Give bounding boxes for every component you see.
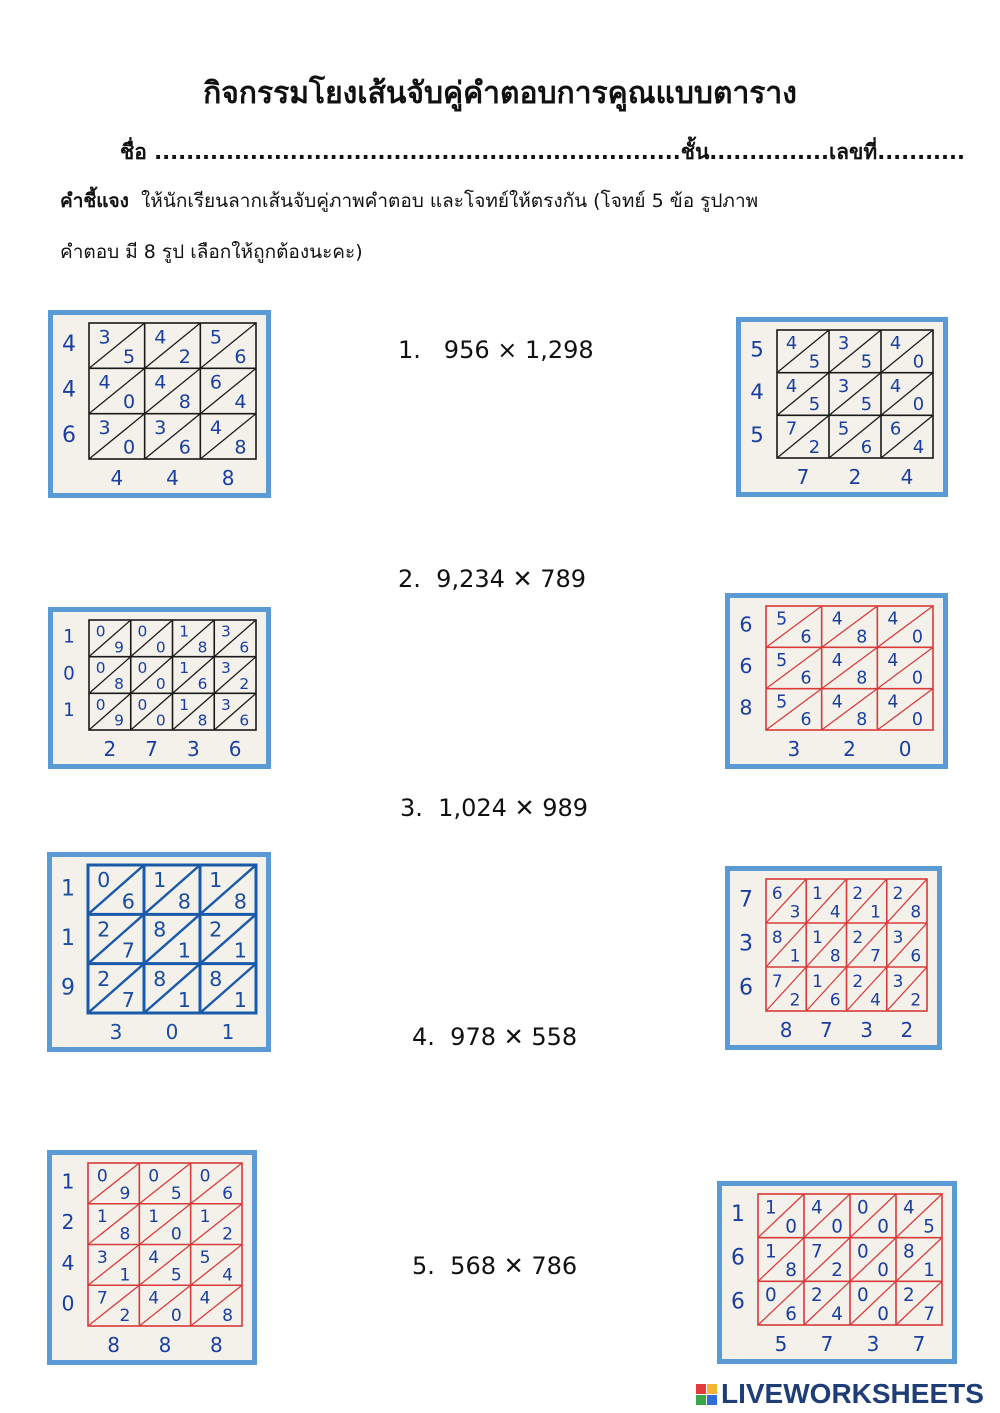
cell-ones-digit: 0 <box>155 674 166 693</box>
cell-ones-digit: 7 <box>870 945 881 966</box>
problem-number: 1. <box>398 336 421 364</box>
bottom-result-digit: 3 <box>187 737 200 761</box>
cell-ones-digit: 0 <box>155 711 166 730</box>
cell-tens-digit: 3 <box>837 375 850 397</box>
cell-ones-digit: 5 <box>860 351 873 373</box>
cell-tens-digit: 1 <box>812 882 823 903</box>
cell-ones-digit: 1 <box>233 988 247 1013</box>
cell-ones-digit: 6 <box>829 989 841 1010</box>
bottom-result-digit: 2 <box>848 465 862 489</box>
cell-tens-digit: 1 <box>179 659 190 678</box>
cell-ones-digit: 2 <box>789 989 801 1010</box>
cell-tens-digit: 1 <box>96 1207 108 1228</box>
problem-number: 5. <box>412 1252 435 1280</box>
cell-tens-digit: 8 <box>209 966 223 991</box>
left-result-digit: 2 <box>61 1210 75 1235</box>
cell-ones-digit: 1 <box>789 945 801 966</box>
cell-ones-digit: 5 <box>860 394 873 416</box>
cell-tens-digit: 4 <box>154 326 167 349</box>
bottom-result-digit: 4 <box>110 466 124 490</box>
cell-ones-digit: 2 <box>178 345 191 368</box>
cell-tens-digit: 0 <box>97 868 111 893</box>
cell-tens-digit: 0 <box>137 695 148 714</box>
cell-tens-digit: 2 <box>852 882 864 903</box>
bottom-result-digit: 8 <box>107 1333 121 1357</box>
cell-ones-digit: 8 <box>177 889 191 914</box>
cell-tens-digit: 2 <box>852 970 864 991</box>
cell-ones-digit: 6 <box>239 711 250 730</box>
bottom-result-digit: 4 <box>900 465 914 489</box>
cell-ones-digit: 6 <box>800 710 812 731</box>
cell-ones-digit: 8 <box>856 668 868 689</box>
cell-tens-digit: 2 <box>811 1284 823 1306</box>
cell-tens-digit: 8 <box>771 926 783 947</box>
cell-ones-digit: 5 <box>170 1183 182 1204</box>
cell-tens-digit: 4 <box>887 609 899 630</box>
cell-tens-digit: 0 <box>148 1166 160 1187</box>
problem-5[interactable] <box>412 1252 577 1280</box>
answer-card-right-4[interactable] <box>717 1181 957 1364</box>
bottom-result-digit: 7 <box>796 465 810 489</box>
left-result-digit: 6 <box>731 1289 745 1315</box>
cell-tens-digit: 5 <box>837 418 850 440</box>
cell-tens-digit: 6 <box>889 418 902 440</box>
answer-card-left-1[interactable] <box>48 310 271 498</box>
left-result-digit: 9 <box>61 975 75 1001</box>
bottom-result-digit: 4 <box>166 466 179 490</box>
cell-tens-digit: 0 <box>95 622 106 641</box>
cell-tens-digit: 0 <box>95 695 106 714</box>
cell-tens-digit: 2 <box>97 966 111 991</box>
cell-tens-digit: 4 <box>811 1197 823 1219</box>
cell-tens-digit: 1 <box>812 970 823 991</box>
cell-ones-digit: 0 <box>877 1260 889 1282</box>
cell-tens-digit: 4 <box>831 650 843 671</box>
cell-ones-digit: 5 <box>808 351 821 373</box>
cell-tens-digit: 7 <box>785 418 798 440</box>
cell-tens-digit: 1 <box>199 1207 211 1228</box>
left-result-digit: 4 <box>750 380 764 406</box>
cell-tens-digit: 5 <box>199 1247 211 1268</box>
instructions-label: คำชี้แจง <box>60 190 129 212</box>
cell-tens-digit: 7 <box>96 1288 108 1309</box>
left-result-digit: 6 <box>731 1245 745 1271</box>
cell-ones-digit: 0 <box>170 1224 182 1245</box>
cell-ones-digit: 3 <box>789 901 801 922</box>
cell-tens-digit: 2 <box>852 926 864 947</box>
cell-ones-digit: 9 <box>114 711 124 730</box>
cell-ones-digit: 0 <box>170 1306 182 1327</box>
bottom-result-digit: 0 <box>165 1020 179 1044</box>
cell-tens-digit: 1 <box>179 622 190 641</box>
cell-ones-digit: 2 <box>831 1260 843 1282</box>
cell-tens-digit: 0 <box>96 1166 108 1187</box>
cell-ones-digit: 0 <box>911 710 923 731</box>
cell-ones-digit: 4 <box>870 989 881 1010</box>
cell-tens-digit: 3 <box>892 970 904 991</box>
cell-ones-digit: 0 <box>831 1216 843 1238</box>
left-result-digit: 1 <box>61 925 75 951</box>
logo-squares-icon <box>696 1384 717 1405</box>
cell-tens-digit: 4 <box>903 1197 915 1219</box>
cell-ones-digit: 0 <box>911 627 923 648</box>
cell-tens-digit: 4 <box>831 609 843 630</box>
cell-tens-digit: 3 <box>221 622 231 641</box>
cell-ones-digit: 4 <box>234 391 247 414</box>
cell-ones-digit: 8 <box>856 710 868 731</box>
cell-ones-digit: 8 <box>178 391 191 414</box>
left-result-digit: 5 <box>750 337 764 363</box>
cell-ones-digit: 2 <box>910 989 922 1010</box>
cell-ones-digit: 5 <box>123 345 136 368</box>
problem-number: 4. <box>412 1023 435 1051</box>
cell-tens-digit: 7 <box>811 1241 823 1263</box>
cell-ones-digit: 1 <box>923 1260 935 1282</box>
cell-tens-digit: 5 <box>776 650 788 671</box>
bottom-result-digit: 7 <box>820 1018 833 1042</box>
bottom-result-digit: 0 <box>898 737 912 761</box>
cell-tens-digit: 0 <box>857 1197 869 1219</box>
cell-ones-digit: 8 <box>234 436 247 459</box>
cell-tens-digit: 2 <box>209 917 223 942</box>
cell-tens-digit: 4 <box>98 371 111 394</box>
cell-tens-digit: 5 <box>776 692 788 713</box>
bottom-result-digit: 2 <box>900 1018 914 1042</box>
left-result-digit: 8 <box>739 695 753 720</box>
left-result-digit: 3 <box>739 931 753 957</box>
bottom-result-digit: 7 <box>145 737 158 761</box>
cell-tens-digit: 5 <box>209 326 222 349</box>
cell-ones-digit: 6 <box>234 345 247 368</box>
cell-ones-digit: 5 <box>170 1265 182 1286</box>
left-result-digit: 0 <box>63 663 75 685</box>
cell-tens-digit: 1 <box>812 926 823 947</box>
cell-tens-digit: 3 <box>837 333 850 355</box>
bottom-result-digit: 8 <box>221 466 235 490</box>
cell-ones-digit: 0 <box>785 1216 797 1238</box>
cell-tens-digit: 0 <box>765 1284 777 1306</box>
cell-tens-digit: 2 <box>892 882 904 903</box>
cell-ones-digit: 4 <box>222 1265 234 1286</box>
bottom-result-digit: 3 <box>109 1020 123 1044</box>
cell-tens-digit: 1 <box>179 695 190 714</box>
cell-ones-digit: 4 <box>831 1303 843 1325</box>
left-result-digit: 6 <box>739 653 753 678</box>
lattice-grid <box>53 315 266 493</box>
cell-tens-digit: 8 <box>153 966 167 991</box>
cell-ones-digit: 0 <box>123 436 136 459</box>
left-result-digit: 0 <box>61 1291 75 1316</box>
cell-tens-digit: 8 <box>153 917 167 942</box>
problem-expression: 568 ✕ 786 <box>450 1252 578 1280</box>
liveworksheets-logo <box>696 1376 984 1412</box>
cell-ones-digit: 8 <box>856 627 868 648</box>
cell-ones-digit: 8 <box>233 889 247 914</box>
answer-card-left-2[interactable] <box>48 607 271 769</box>
answer-card-left-4[interactable] <box>47 1150 257 1365</box>
cell-ones-digit: 2 <box>239 674 250 693</box>
left-result-digit: 4 <box>62 332 76 358</box>
bottom-result-digit: 7 <box>912 1332 926 1356</box>
student-info-line: ชื่อ ..................................................................ชั้น...............เลขที่........... <box>120 140 965 164</box>
lattice-grid <box>53 612 266 764</box>
problem-number: 2. <box>398 565 421 593</box>
cell-ones-digit: 6 <box>860 436 873 458</box>
cell-ones-digit: 2 <box>222 1224 234 1245</box>
cell-ones-digit: 6 <box>121 889 135 914</box>
bottom-result-digit: 1 <box>221 1020 235 1044</box>
cell-tens-digit: 3 <box>154 417 167 440</box>
cell-ones-digit: 6 <box>197 674 208 693</box>
cell-tens-digit: 4 <box>154 371 167 394</box>
cell-ones-digit: 7 <box>121 938 135 963</box>
cell-ones-digit: 0 <box>877 1303 889 1325</box>
bottom-result-digit: 7 <box>820 1332 834 1356</box>
cell-ones-digit: 0 <box>123 391 136 414</box>
cell-ones-digit: 8 <box>114 674 124 693</box>
cell-tens-digit: 1 <box>765 1241 777 1263</box>
lattice-grid <box>730 598 943 764</box>
answer-card-left-3[interactable] <box>47 852 271 1052</box>
cell-tens-digit: 3 <box>221 695 231 714</box>
cell-ones-digit: 6 <box>910 945 922 966</box>
cell-tens-digit: 0 <box>857 1284 869 1306</box>
left-result-digit: 6 <box>62 422 76 448</box>
cell-tens-digit: 2 <box>97 917 111 942</box>
cell-ones-digit: 6 <box>785 1303 797 1325</box>
cell-ones-digit: 1 <box>119 1265 131 1286</box>
bottom-result-digit: 8 <box>209 1333 223 1357</box>
cell-tens-digit: 3 <box>98 417 111 440</box>
left-result-digit: 6 <box>739 612 753 637</box>
cell-tens-digit: 3 <box>892 926 904 947</box>
answer-card-right-3[interactable] <box>725 866 942 1050</box>
cell-ones-digit: 4 <box>912 436 925 458</box>
cell-tens-digit: 4 <box>209 417 222 440</box>
left-result-digit: 4 <box>62 377 76 403</box>
problem-expression: 1,024 ✕ 989 <box>438 794 589 822</box>
cell-tens-digit: 4 <box>831 692 843 713</box>
cell-tens-digit: 4 <box>887 692 899 713</box>
lattice-grid <box>722 1186 952 1359</box>
instructions-text-2: คำตอบ มี 8 รูป เลือกให้ถูกต้องนะคะ) <box>60 241 363 263</box>
cell-tens-digit: 3 <box>96 1247 108 1268</box>
cell-tens-digit: 4 <box>148 1288 160 1309</box>
bottom-result-digit: 6 <box>228 737 242 761</box>
cell-tens-digit: 3 <box>98 326 111 349</box>
problem-expression: 9,234 ✕ 789 <box>436 565 587 593</box>
cell-tens-digit: 4 <box>785 375 798 397</box>
cell-ones-digit: 8 <box>785 1260 797 1282</box>
cell-ones-digit: 2 <box>808 436 821 458</box>
cell-tens-digit: 0 <box>95 659 106 678</box>
cell-ones-digit: 8 <box>119 1224 131 1245</box>
cell-ones-digit: 5 <box>923 1216 935 1238</box>
cell-ones-digit: 0 <box>155 638 166 657</box>
lattice-grid <box>52 857 266 1047</box>
cell-ones-digit: 6 <box>222 1183 234 1204</box>
cell-tens-digit: 4 <box>887 650 899 671</box>
cell-tens-digit: 1 <box>153 868 167 893</box>
cell-ones-digit: 7 <box>923 1303 935 1325</box>
cell-tens-digit: 6 <box>771 882 783 903</box>
lattice-grid <box>741 322 943 492</box>
cell-tens-digit: 4 <box>785 333 798 355</box>
bottom-result-digit: 3 <box>866 1332 880 1356</box>
cell-ones-digit: 1 <box>870 901 881 922</box>
cell-ones-digit: 6 <box>178 436 191 459</box>
left-result-digit: 1 <box>61 876 75 902</box>
lattice-grid <box>52 1155 252 1360</box>
cell-ones-digit: 0 <box>912 394 925 416</box>
bottom-result-digit: 8 <box>779 1018 793 1042</box>
cell-tens-digit: 6 <box>209 371 222 394</box>
answer-card-right-2[interactable] <box>725 593 948 769</box>
bottom-result-digit: 3 <box>860 1018 873 1042</box>
cell-ones-digit: 6 <box>239 638 250 657</box>
cell-ones-digit: 0 <box>911 668 923 689</box>
brand-name: LIVEWORKSHEETS <box>721 1378 984 1409</box>
bottom-result-digit: 2 <box>103 737 117 761</box>
cell-ones-digit: 0 <box>912 351 925 373</box>
worksheet-title: กิจกรรมโยงเส้นจับคู่คำตอบการคูณแบบตาราง <box>203 76 797 111</box>
left-result-digit: 1 <box>61 1169 75 1194</box>
cell-tens-digit: 1 <box>209 868 223 893</box>
left-result-digit: 1 <box>63 700 75 722</box>
cell-ones-digit: 8 <box>910 901 922 922</box>
cell-tens-digit: 0 <box>137 622 148 641</box>
cell-tens-digit: 7 <box>771 970 783 991</box>
cell-tens-digit: 4 <box>148 1247 160 1268</box>
cell-ones-digit: 1 <box>177 988 191 1013</box>
lattice-grid <box>730 871 937 1045</box>
instructions-text-1: ให้นักเรียนลากเส้นจับคู่ภาพคำตอบ และโจทย์ให้ตรงกัน (โจทย์ 5 ข้อ รูปภาพ <box>141 190 759 212</box>
cell-ones-digit: 1 <box>233 938 247 963</box>
cell-ones-digit: 8 <box>197 711 208 730</box>
bottom-result-digit: 3 <box>787 737 801 761</box>
cell-ones-digit: 6 <box>800 668 812 689</box>
cell-tens-digit: 2 <box>903 1284 915 1306</box>
cell-ones-digit: 7 <box>121 988 135 1013</box>
problem-expression: 956 × 1,298 <box>443 336 594 364</box>
cell-ones-digit: 0 <box>877 1216 889 1238</box>
bottom-result-digit: 5 <box>774 1332 788 1356</box>
cell-ones-digit: 9 <box>119 1183 131 1204</box>
cell-ones-digit: 1 <box>177 938 191 963</box>
cell-tens-digit: 1 <box>148 1207 160 1228</box>
cell-ones-digit: 9 <box>114 638 124 657</box>
cell-tens-digit: 0 <box>137 659 148 678</box>
cell-ones-digit: 8 <box>829 945 841 966</box>
cell-ones-digit: 6 <box>800 627 812 648</box>
bottom-result-digit: 8 <box>158 1333 172 1357</box>
cell-tens-digit: 4 <box>199 1288 211 1309</box>
cell-tens-digit: 4 <box>889 375 902 397</box>
left-result-digit: 5 <box>750 422 764 448</box>
answer-card-right-1[interactable] <box>736 317 948 497</box>
cell-ones-digit: 2 <box>119 1306 131 1327</box>
cell-tens-digit: 1 <box>765 1197 777 1219</box>
cell-tens-digit: 3 <box>221 659 231 678</box>
problem-1[interactable] <box>398 336 594 364</box>
cell-ones-digit: 5 <box>808 394 821 416</box>
cell-ones-digit: 4 <box>829 901 841 922</box>
left-result-digit: 7 <box>739 887 753 913</box>
left-result-digit: 1 <box>731 1202 745 1228</box>
cell-tens-digit: 4 <box>889 333 902 355</box>
problem-number: 3. <box>400 794 423 822</box>
instructions-line-1 <box>60 186 758 216</box>
cell-ones-digit: 8 <box>222 1306 234 1327</box>
left-result-digit: 1 <box>63 626 75 648</box>
bottom-result-digit: 2 <box>843 737 856 761</box>
left-result-digit: 4 <box>61 1250 75 1275</box>
problem-expression: 978 ✕ 558 <box>450 1023 578 1051</box>
left-result-digit: 6 <box>739 975 753 1001</box>
problem-3[interactable] <box>400 794 588 822</box>
cell-tens-digit: 0 <box>199 1166 211 1187</box>
problem-4[interactable] <box>412 1023 577 1051</box>
cell-tens-digit: 0 <box>857 1241 869 1263</box>
cell-ones-digit: 8 <box>197 638 208 657</box>
cell-tens-digit: 8 <box>903 1241 915 1263</box>
cell-tens-digit: 5 <box>776 609 788 630</box>
problem-2[interactable] <box>398 565 586 593</box>
